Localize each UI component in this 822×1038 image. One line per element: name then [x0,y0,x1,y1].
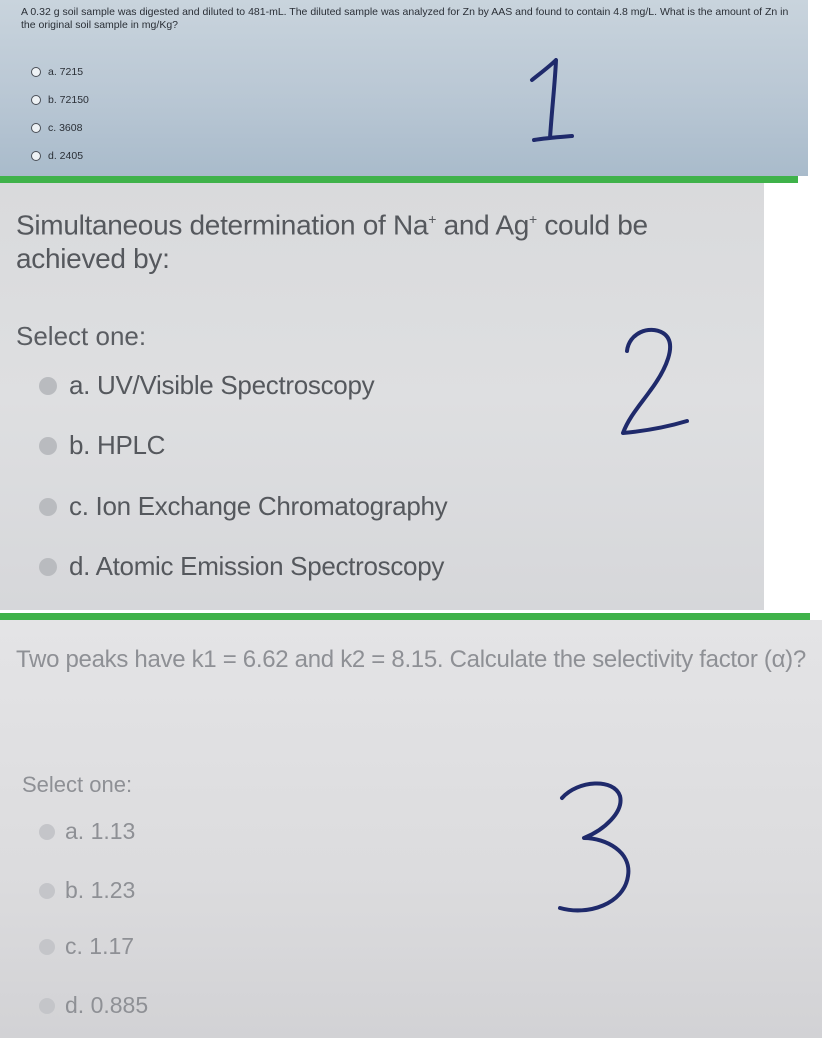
q3-option-b[interactable] [39,877,135,904]
q1-option-a-label: a. 7215 [48,66,84,78]
q3-option-c[interactable] [39,933,134,960]
section-divider [0,613,810,620]
section-divider [0,176,798,183]
radio-button[interactable] [39,939,55,955]
radio-button[interactable] [31,67,41,77]
radio-button[interactable] [31,151,41,161]
select-one-label: Select one: [22,772,133,797]
q3-option-a[interactable] [39,818,135,845]
q2-option-b[interactable] [39,430,165,461]
q2-option-d-label: d. Atomic Emission Spectroscopy [69,551,445,581]
question-2-text: Simultaneous determination of Na+ and Ag+ could be achieved by: [16,209,648,275]
handwritten-number-1 [520,58,580,148]
radio-button[interactable] [39,998,55,1014]
q3-option-b-label: b. 1.23 [65,877,136,903]
q3-option-a-label: a. 1.13 [65,818,136,844]
q2-option-a-label: a. UV/Visible Spectroscopy [69,370,375,400]
q1-option-b[interactable] [31,94,89,106]
radio-button[interactable] [39,437,57,455]
q2-option-b-label: b. HPLC [69,430,166,460]
question-2-panel [0,183,764,610]
radio-button[interactable] [39,824,55,840]
q2-option-c-label: c. Ion Exchange Chromatography [69,491,448,521]
question-3-text: Two peaks have k1 = 6.62 and k2 = 8.15. Calculate the selectivity factor (α)? [16,646,806,673]
q3-option-d-label: d. 0.885 [65,992,149,1018]
radio-button[interactable] [31,123,41,133]
question-1-text: A 0.32 g soil sample was digested and diluted to 481-mL. The diluted sample was analyzed for Zn by AAS and found to contain 4.8 mg/L. What is the amount of Zn in the original soil sample in mg/Kg? [21,6,789,31]
q1-option-c-label: c. 3608 [48,122,83,134]
select-one-label: Select one: [16,321,147,351]
radio-button[interactable] [39,377,57,395]
q1-option-d[interactable] [31,150,83,162]
q3-option-c-label: c. 1.17 [65,933,135,959]
q2-option-a[interactable] [39,370,374,401]
handwritten-number-3 [548,772,638,922]
radio-button[interactable] [39,883,55,899]
radio-button[interactable] [39,498,57,516]
question-1-panel [0,0,808,176]
radio-button[interactable] [39,558,57,576]
q1-option-a[interactable] [31,66,83,78]
q3-option-d[interactable] [39,992,148,1019]
q2-option-c[interactable] [39,491,447,522]
question-3-panel [0,620,822,1038]
q1-option-c[interactable] [31,122,82,134]
handwritten-number-2 [605,321,695,441]
q2-option-d[interactable] [39,551,444,582]
q1-option-b-label: b. 72150 [48,94,89,106]
radio-button[interactable] [31,95,41,105]
q1-option-d-label: d. 2405 [48,150,84,162]
